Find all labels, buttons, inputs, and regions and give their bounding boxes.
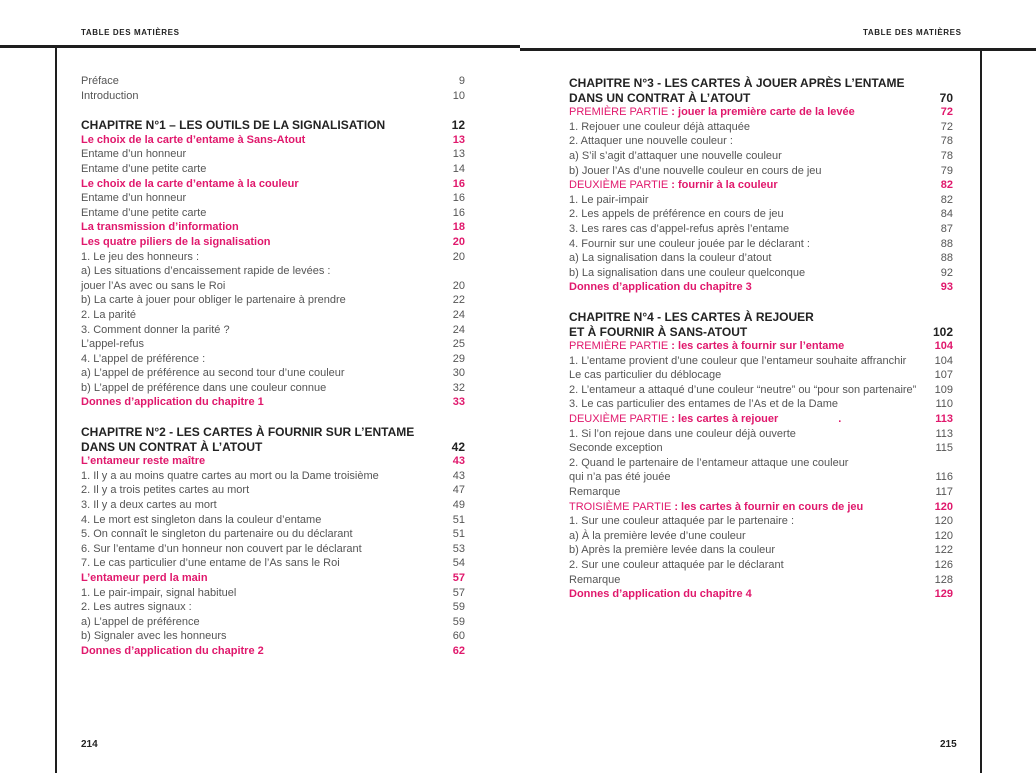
toc-page-number: 78 [940,135,953,148]
toc-section[interactable] [81,644,465,659]
toc-entry-title [569,178,778,193]
toc-page-number: 16 [452,192,465,205]
toc-entry[interactable] [569,149,953,164]
toc-page-number: 20 [452,250,465,263]
toc-entry[interactable] [81,293,465,308]
toc-page-number: 59 [452,601,465,614]
toc-page-number: 22 [452,294,465,307]
toc-entry[interactable] [569,222,953,237]
toc-page-number: 16 [452,206,465,219]
toc-entry[interactable] [569,193,953,208]
toc-entry-title: a) À la première levée d’une couleur [569,529,746,542]
toc-entry[interactable] [81,337,465,352]
toc-entry[interactable] [81,74,465,89]
toc-entry[interactable] [81,469,465,484]
page-number-left: 214 [81,739,98,750]
toc-page-number: 84 [940,208,953,221]
toc-page-number: 129 [934,588,953,601]
toc-entry-title: 2. Quand le partenaire de l’entameur attaque une couleur [569,456,849,469]
toc-section[interactable] [569,178,953,193]
toc-chapter-heading[interactable] [81,425,465,440]
toc-section[interactable] [81,177,465,192]
toc-entry-title: 5. On connaît le singleton du partenaire ou du déclarant [81,528,353,541]
toc-entry-title: 1. Le pair-impair, signal habituel [81,586,237,599]
toc-entry-title: 1. Le jeu des honneurs : [81,250,200,263]
toc-entry-title: DANS UN CONTRAT À L’ATOUT [569,90,751,105]
toc-entry[interactable] [569,529,953,544]
toc-page-number: 117 [935,486,953,499]
toc-page-number: 126 [934,559,953,571]
toc-section[interactable] [569,412,953,427]
part-label: PREMIÈRE PARTIE [569,106,669,119]
toc-entry-title: a) S’il s’agit d’attaquer une nouvelle couleur [569,149,782,162]
toc-section[interactable] [569,587,953,602]
toc-page-number: 116 [935,471,953,484]
toc-page-number: 120 [934,500,953,513]
toc-entry-title: 4. Le mort est singleton dans la couleur d’entame [81,513,322,526]
toc-entry-title: Le cas particulier du déblocage [569,369,722,382]
toc-page-number: 113 [935,427,953,440]
toc-entry[interactable] [569,134,953,149]
toc-entry-title: Entame d’un honneur [81,148,187,161]
toc-entry-title: 3. Le cas particulier des entames de l’As et de la Dame [569,398,839,411]
table-of-contents-left [81,74,465,659]
toc-section[interactable] [81,235,465,250]
toc-entry-title: 1. L’entame provient d’une couleur que l’entameur souhaite affranchir [569,354,907,367]
toc-page-number: 104 [934,354,953,367]
toc-entry[interactable] [569,120,953,135]
toc-page-number: 82 [940,193,953,206]
toc-entry[interactable] [81,147,465,162]
toc-entry[interactable] [569,164,953,179]
toc-entry[interactable] [81,586,465,601]
toc-page-number: 20 [452,279,465,292]
toc-entry[interactable] [569,427,953,442]
toc-entry-title: 1. Si l’on rejoue dans une couleur déjà ouverte [569,427,796,440]
toc-entry[interactable] [81,615,465,630]
part-label: DEUXIÈME PARTIE [569,179,669,192]
running-head-left: TABLE DES MATIÈRES [81,28,180,37]
toc-entry[interactable] [81,600,465,615]
toc-page-number: 104 [934,340,953,353]
toc-entry-title [569,500,863,515]
right-page [520,0,1036,773]
toc-entry[interactable] [81,629,465,644]
toc-page-number: 78 [940,149,953,162]
toc-entry[interactable] [81,191,465,206]
top-rule-left [0,45,520,48]
toc-entry-title: a) L’appel de préférence au second tour d’une couleur [81,367,345,380]
toc-page-number: 93 [940,281,953,294]
toc-entry-title: Introduction [81,89,139,102]
spacer [569,295,953,310]
toc-page-number: 79 [940,164,953,177]
toc-entry-title: 1. Le pair-impair [569,193,649,206]
toc-entry-title: 6. Sur l’entame d’un honneur non couvert par le déclarant [81,542,362,555]
toc-entry-title: L’entameur reste maître [81,455,206,468]
toc-entry[interactable] [81,381,465,396]
toc-entry-title: ET À FOURNIR À SANS-ATOUT [569,324,748,339]
part-title: : les cartes à fournir en cours de jeu [671,500,864,513]
running-head-right: TABLE DES MATIÈRES [863,28,962,37]
toc-entry-title: L’appel-refus [81,338,144,351]
toc-entry-title: 2. Attaquer une nouvelle couleur : [569,135,733,148]
toc-entry[interactable] [81,483,465,498]
toc-chapter-heading[interactable] [569,325,953,340]
toc-entry-title: Les quatre piliers de la signalisation [81,235,271,248]
toc-entry[interactable] [81,366,465,381]
toc-page-number: 53 [452,542,465,555]
toc-page-number: 102 [932,324,953,339]
toc-page-number: 57 [452,572,465,584]
toc-page-number: 92 [940,266,953,279]
toc-entry[interactable] [81,513,465,528]
toc-entry-title: Entame d’une petite carte [81,162,207,175]
part-title: : les cartes à fournir sur l’entame [668,340,845,353]
toc-page-number: 12 [451,118,465,133]
toc-entry-title: Donnes d’application du chapitre 4 [569,588,752,601]
toc-chapter-heading[interactable] [569,310,953,325]
toc-entry-title: qui n’a pas été jouée [569,471,671,484]
toc-entry-title: Le choix de la carte d’entame à la couleur [81,177,299,190]
toc-page-number: 59 [452,615,465,628]
toc-page-number: 88 [940,252,953,265]
toc-page-number: 70 [939,90,953,105]
toc-entry[interactable] [569,207,953,222]
toc-page-number: 24 [452,308,465,321]
toc-entry[interactable] [81,89,465,104]
toc-entry[interactable] [569,543,953,558]
toc-page-number: 87 [940,222,953,235]
toc-entry[interactable] [81,527,465,542]
toc-entry-title: CHAPITRE N°1 – LES OUTILS DE LA SIGNALISATION [81,118,386,133]
toc-entry-title: Entame d’une petite carte [81,206,207,219]
part-label: DEUXIÈME PARTIE [569,413,669,426]
toc-entry-title: b) La signalisation dans une couleur quelconque [569,266,806,279]
toc-entry[interactable] [569,558,953,573]
toc-section[interactable] [81,133,465,148]
toc-page-number: 43 [452,455,465,468]
part-label: PREMIÈRE PARTIE [569,340,669,353]
toc-page-number: 113 [935,413,953,426]
toc-section[interactable] [569,500,953,515]
toc-page-number: 54 [452,557,465,570]
toc-page-number: 120 [934,529,953,542]
toc-entry[interactable] [569,441,953,456]
toc-entry[interactable] [569,368,953,383]
toc-page-number: 32 [452,381,465,394]
toc-entry[interactable] [81,206,465,221]
toc-section[interactable] [569,339,953,354]
toc-page-number: 20 [452,235,465,248]
toc-entry-title: b) L’appel de préférence dans une couleur connue [81,381,327,394]
toc-entry-title: 2. Sur une couleur attaquée par le déclarant [569,559,784,571]
toc-page-number: 13 [452,133,465,146]
spacer [81,410,465,425]
part-title: : fournir à la couleur [668,179,778,192]
toc-page-number: 10 [452,89,465,102]
toc-page-number: 33 [452,396,465,409]
toc-entry-title: b) Après la première levée dans la couleur [569,544,776,557]
toc-page-number: 88 [940,237,953,250]
toc-entry-title: 7. Le cas particulier d’une entame de l’As sans le Roi [81,557,340,570]
toc-entry-title: Donnes d’application du chapitre 1 [81,396,264,409]
toc-entry-title [569,105,855,120]
toc-page-number: 43 [452,469,465,482]
toc-section[interactable] [81,220,465,235]
toc-page-number: 120 [934,515,953,528]
toc-section[interactable] [569,105,953,120]
toc-entry[interactable] [81,279,465,294]
toc-entry-title: jouer l’As avec ou sans le Roi [81,279,226,292]
toc-entry-title: Donnes d’application du chapitre 3 [569,281,752,294]
stray-mark: . [838,413,842,426]
toc-entry[interactable] [81,308,465,323]
toc-page-number: 14 [452,162,465,175]
toc-entry-title: 3. Il y a deux cartes au mort [81,499,217,512]
toc-entry[interactable] [569,266,953,281]
toc-chapter-heading[interactable] [569,76,953,91]
toc-entry[interactable] [569,354,953,369]
side-rule-left [55,46,57,773]
toc-chapter-heading[interactable] [569,91,953,106]
toc-entry-title: 4. Fournir sur une couleur jouée par le déclarant : [569,237,810,250]
toc-page-number: 51 [452,513,465,526]
toc-page-number: 18 [452,221,465,234]
toc-section[interactable] [81,395,465,410]
toc-entry-title: La transmission d’information [81,221,239,234]
toc-entry-title: Seconde exception [569,442,663,455]
top-rule-right [520,48,1036,51]
toc-entry[interactable] [569,485,953,500]
toc-entry-title: CHAPITRE N°3 - LES CARTES À JOUER APRÈS L’ENTAME [569,76,905,90]
toc-entry[interactable] [569,514,953,529]
page-number-right: 215 [940,739,957,750]
toc-entry[interactable] [569,251,953,266]
toc-page-number: 47 [452,484,465,497]
part-title: : jouer la première carte de la levée [668,106,855,119]
toc-page-number: 57 [452,586,465,599]
toc-page-number: 13 [452,148,465,161]
part-label: TROISIÈME PARTIE [569,500,672,513]
toc-page-number: 107 [934,369,953,382]
toc-section[interactable] [569,280,953,295]
toc-page-number: 9 [458,75,465,87]
toc-entry-title: a) L’appel de préférence [81,615,200,628]
toc-section[interactable] [81,571,465,586]
toc-entry[interactable] [81,264,465,279]
toc-page-number: 60 [452,630,465,643]
toc-entry[interactable] [81,323,465,338]
toc-page-number: 49 [452,499,465,512]
toc-entry-title: 1. Sur une couleur attaquée par le partenaire : [569,515,795,528]
toc-entry-title: DANS UN CONTRAT À L’ATOUT [81,439,263,454]
toc-page-number: 29 [452,352,465,365]
toc-page-number: 122 [934,544,953,557]
toc-page-number: 24 [452,323,465,336]
toc-entry[interactable] [569,397,953,412]
toc-entry-title: Entame d’un honneur [81,192,187,205]
toc-entry-title: 2. La parité [81,308,137,321]
toc-entry-title [569,339,844,354]
toc-entry-title: a) Les situations d’encaissement rapide de levées : [81,265,331,278]
toc-entry-title: a) La signalisation dans la couleur d’atout [569,252,772,265]
toc-page-number: 109 [934,383,953,396]
toc-entry[interactable] [569,237,953,252]
toc-entry-title: b) Jouer l’As d’une nouvelle couleur en cours de jeu [569,164,822,177]
toc-page-number: 30 [452,367,465,380]
toc-entry[interactable] [81,498,465,513]
toc-page-number: 51 [452,528,465,541]
toc-section[interactable] [81,454,465,469]
side-rule-right [980,49,982,773]
toc-entry-title: Donnes d’application du chapitre 2 [81,644,264,657]
toc-entry-title: 1. Rejouer une couleur déjà attaquée [569,120,751,133]
toc-entry-title: CHAPITRE N°2 - LES CARTES À FOURNIR SUR L’ENTAME [81,425,415,440]
toc-entry-title: Le choix de la carte d’entame à Sans-Atout [81,133,306,146]
toc-entry-title: 2. Les autres signaux : [81,601,192,614]
toc-entry-title: Préface [81,75,119,87]
toc-entry-title: b) La carte à jouer pour obliger le partenaire à prendre [81,294,346,307]
toc-page-number: 72 [940,120,953,133]
table-of-contents-right [569,76,953,602]
toc-entry[interactable] [569,456,953,471]
toc-page-number: 42 [451,439,465,454]
toc-entry-title: 3. Les rares cas d’appel-refus après l’entame [569,222,790,235]
toc-entry[interactable] [81,542,465,557]
toc-entry-title: CHAPITRE N°4 - LES CARTES À REJOUER [569,309,814,324]
toc-entry-title: 1. Il y a au moins quatre cartes au mort ou la Dame troisième [81,469,379,482]
toc-entry[interactable] [569,470,953,485]
toc-page-number: 25 [452,338,465,351]
toc-entry[interactable] [569,573,953,588]
toc-entry-title: 3. Comment donner la parité ? [81,323,230,336]
toc-page-number: 16 [452,177,465,190]
part-title: : les cartes à rejouer [668,413,779,426]
toc-entry-title [569,412,841,427]
toc-entry-title: L’entameur perd la main [81,572,208,584]
toc-page-number: 110 [935,398,953,411]
toc-chapter-heading[interactable] [81,440,465,455]
spacer [81,103,465,118]
toc-entry-title: 2. Les appels de préférence en cours de jeu [569,208,784,221]
toc-entry-title: Remarque [569,573,621,586]
toc-page-number: 82 [940,179,953,192]
toc-entry-title: 2. L’entameur a attaqué d’une couleur “neutre” ou “pour son partenaire” [569,383,917,396]
toc-entry-title: 4. L’appel de préférence : [81,352,206,365]
toc-entry[interactable] [81,556,465,571]
toc-chapter-heading[interactable] [81,118,465,133]
toc-entry-title: b) Signaler avec les honneurs [81,630,227,643]
toc-entry-title: 2. Il y a trois petites cartes au mort [81,484,250,497]
toc-entry[interactable] [81,352,465,367]
toc-page-number: 62 [452,644,465,657]
toc-entry[interactable] [81,162,465,177]
toc-entry[interactable] [569,383,953,398]
toc-entry[interactable] [81,250,465,265]
toc-page-number: 115 [935,442,953,455]
toc-entry-title: Remarque [569,486,621,499]
toc-page-number: 128 [934,573,953,586]
toc-page-number: 72 [940,106,953,119]
